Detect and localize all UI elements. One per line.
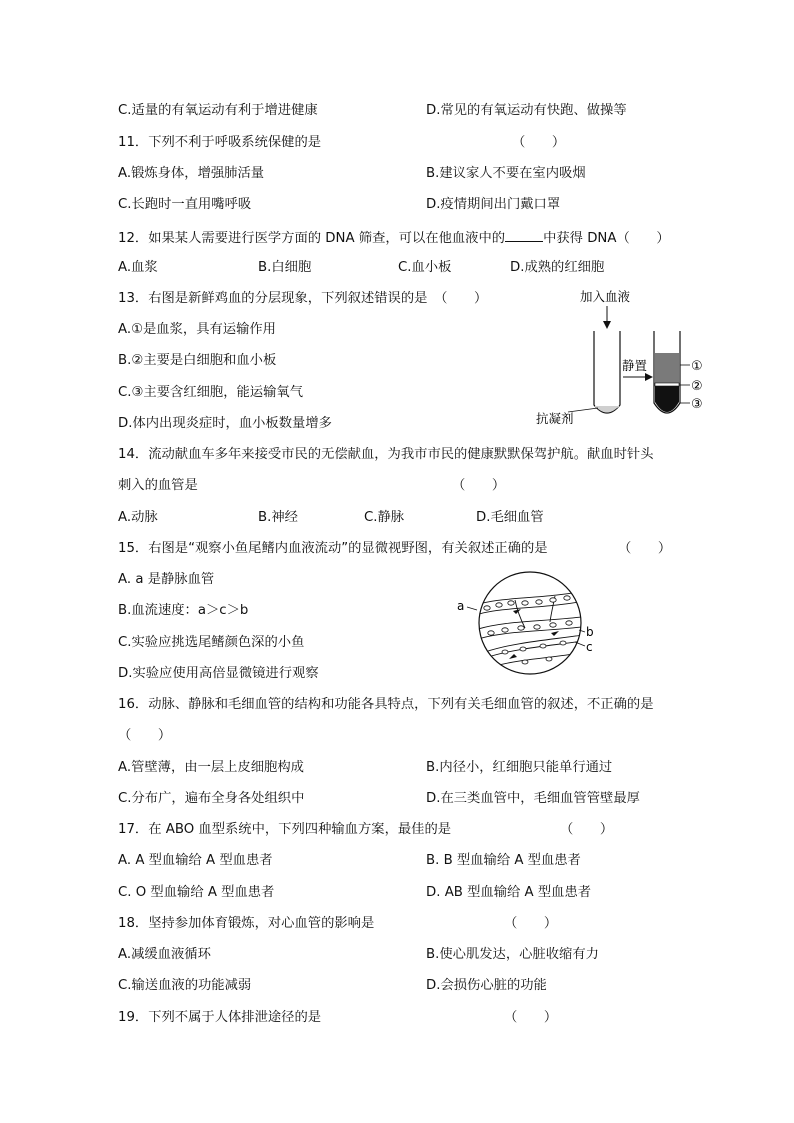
q12-option-c: C.血小板 <box>398 260 452 275</box>
figure-label-1: ① <box>691 359 703 374</box>
q12-stem-post: 中获得 DNA（ ） <box>543 231 670 246</box>
q18-option-d: D.会损伤心脏的功能 <box>426 978 547 993</box>
q15-option-a: A. a 是静脉血管 <box>118 572 215 587</box>
q14-stem-line1: 14．流动献血车多年来接受市民的无偿献血，为我市市民的健康默默保驾护航。献血时针头 <box>118 447 654 462</box>
q13-option-a: A.①是血浆，具有运输作用 <box>118 322 276 337</box>
figure-stand-label: 静置 <box>622 358 648 373</box>
q15-option-b: B.血流速度：a＞c＞b <box>118 603 249 618</box>
q10-option-d: D.常见的有氧运动有快跑、做操等 <box>426 103 627 118</box>
q12-option-d: D.成熟的红细胞 <box>510 260 605 275</box>
q11-stem: 11．下列不利于呼吸系统保健的是 <box>118 135 322 150</box>
q17-option-b: B. B 型血输给 A 型血患者 <box>426 853 581 868</box>
q17-stem: 17．在 ABO 血型系统中，下列四种输血方案，最佳的是 <box>118 822 452 837</box>
q17-answer-paren: （ ） <box>560 822 614 837</box>
q14-option-a: A.动脉 <box>118 510 158 525</box>
q13-option-d: D.体内出现炎症时，血小板数量增多 <box>118 416 332 431</box>
q10-option-c: C.适量的有氧运动有利于增进健康 <box>118 103 318 118</box>
q12-option-b: B.白细胞 <box>258 260 312 275</box>
plasma-layer <box>655 353 679 383</box>
q13-option-c: C.③主要含红细胞，能运输氧气 <box>118 385 303 400</box>
q18-stem: 18．坚持参加体育锻炼，对心血管的影响是 <box>118 916 375 931</box>
q18-answer-paren: （ ） <box>504 916 558 931</box>
figure-label-c: c <box>586 640 593 654</box>
q14-answer-paren: （ ） <box>452 478 506 493</box>
q11-option-d: D.疫情期间出门戴口罩 <box>426 197 561 212</box>
q19-stem: 19．下列不属于人体排泄途径的是 <box>118 1010 322 1025</box>
q14-stem-line2: 刺入的血管是 <box>118 478 198 493</box>
q14-option-c: C.静脉 <box>364 510 405 525</box>
stand-arrow-head <box>645 373 653 381</box>
q11-option-a: A.锻炼身体，增强肺活量 <box>118 166 265 181</box>
q18-option-a: A.减缓血液循环 <box>118 947 211 962</box>
q12-option-a: A.血浆 <box>118 260 158 275</box>
figure-label-a: a <box>457 599 465 613</box>
q11-answer-paren: （ ） <box>512 135 566 150</box>
left-test-tube <box>594 331 620 413</box>
q15-option-d: D.实验应使用高倍显微镜进行观察 <box>118 666 319 681</box>
q16-stem: 16．动脉、静脉和毛细血管的结构和功能各具特点，下列有关毛细血管的叙述，不正确的是 <box>118 697 654 712</box>
microscope-field-figure <box>455 570 605 680</box>
add-blood-arrow-head <box>603 321 611 329</box>
q13-option-b: B.②主要是白细胞和血小板 <box>118 353 277 368</box>
q12-stem <box>118 228 670 248</box>
blood-layering-figure <box>528 285 718 430</box>
q15-option-c: C.实验应挑选尾鳍颜色深的小鱼 <box>118 635 305 650</box>
figure-label-3: ③ <box>691 397 703 412</box>
buffy-coat-layer <box>655 383 679 386</box>
q12-blank <box>505 228 543 242</box>
q15-stem: 15．右图是“观察小鱼尾鳍内血液流动”的显微视野图，有关叙述正确的是 <box>118 541 548 556</box>
q18-option-b: B.使心肌发达，心脏收缩有力 <box>426 947 599 962</box>
q14-option-b: B.神经 <box>258 510 298 525</box>
q17-option-d: D. AB 型血输给 A 型血患者 <box>426 885 592 900</box>
q16-option-b: B.内径小，红细胞只能单行通过 <box>426 760 613 775</box>
q14-option-d: D.毛细血管 <box>476 510 544 525</box>
q12-stem-pre: 12．如果某人需要进行医学方面的 DNA 筛查，可以在他血液中的 <box>118 231 506 246</box>
q19-answer-paren: （ ） <box>504 1010 558 1025</box>
q13-stem: 13．右图是新鲜鸡血的分层现象，下列叙述错误的是 （ ） <box>118 291 488 306</box>
q17-option-a: A. A 型血输给 A 型血患者 <box>118 853 273 868</box>
q16-option-a: A.管壁薄，由一层上皮细胞构成 <box>118 760 304 775</box>
figure-label-b: b <box>586 625 594 639</box>
q16-answer-paren: （ ） <box>118 728 172 743</box>
q11-option-c: C.长跑时一直用嘴呼吸 <box>118 197 252 212</box>
q18-option-c: C.输送血液的功能减弱 <box>118 978 252 993</box>
q11-option-b: B.建议家人不要在室内吸烟 <box>426 166 586 181</box>
q16-option-c: C.分布广，遍布全身各处组织中 <box>118 791 305 806</box>
figure-add-blood-label: 加入血液 <box>580 289 631 304</box>
q17-option-c: C. O 型血输给 A 型血患者 <box>118 885 275 900</box>
q15-answer-paren: （ ） <box>618 541 672 556</box>
figure-label-2: ② <box>691 379 703 394</box>
figure-anticoagulant-label: 抗凝剂 <box>536 411 574 426</box>
q16-option-d: D.在三类血管中，毛细血管管壁最厚 <box>426 791 640 806</box>
